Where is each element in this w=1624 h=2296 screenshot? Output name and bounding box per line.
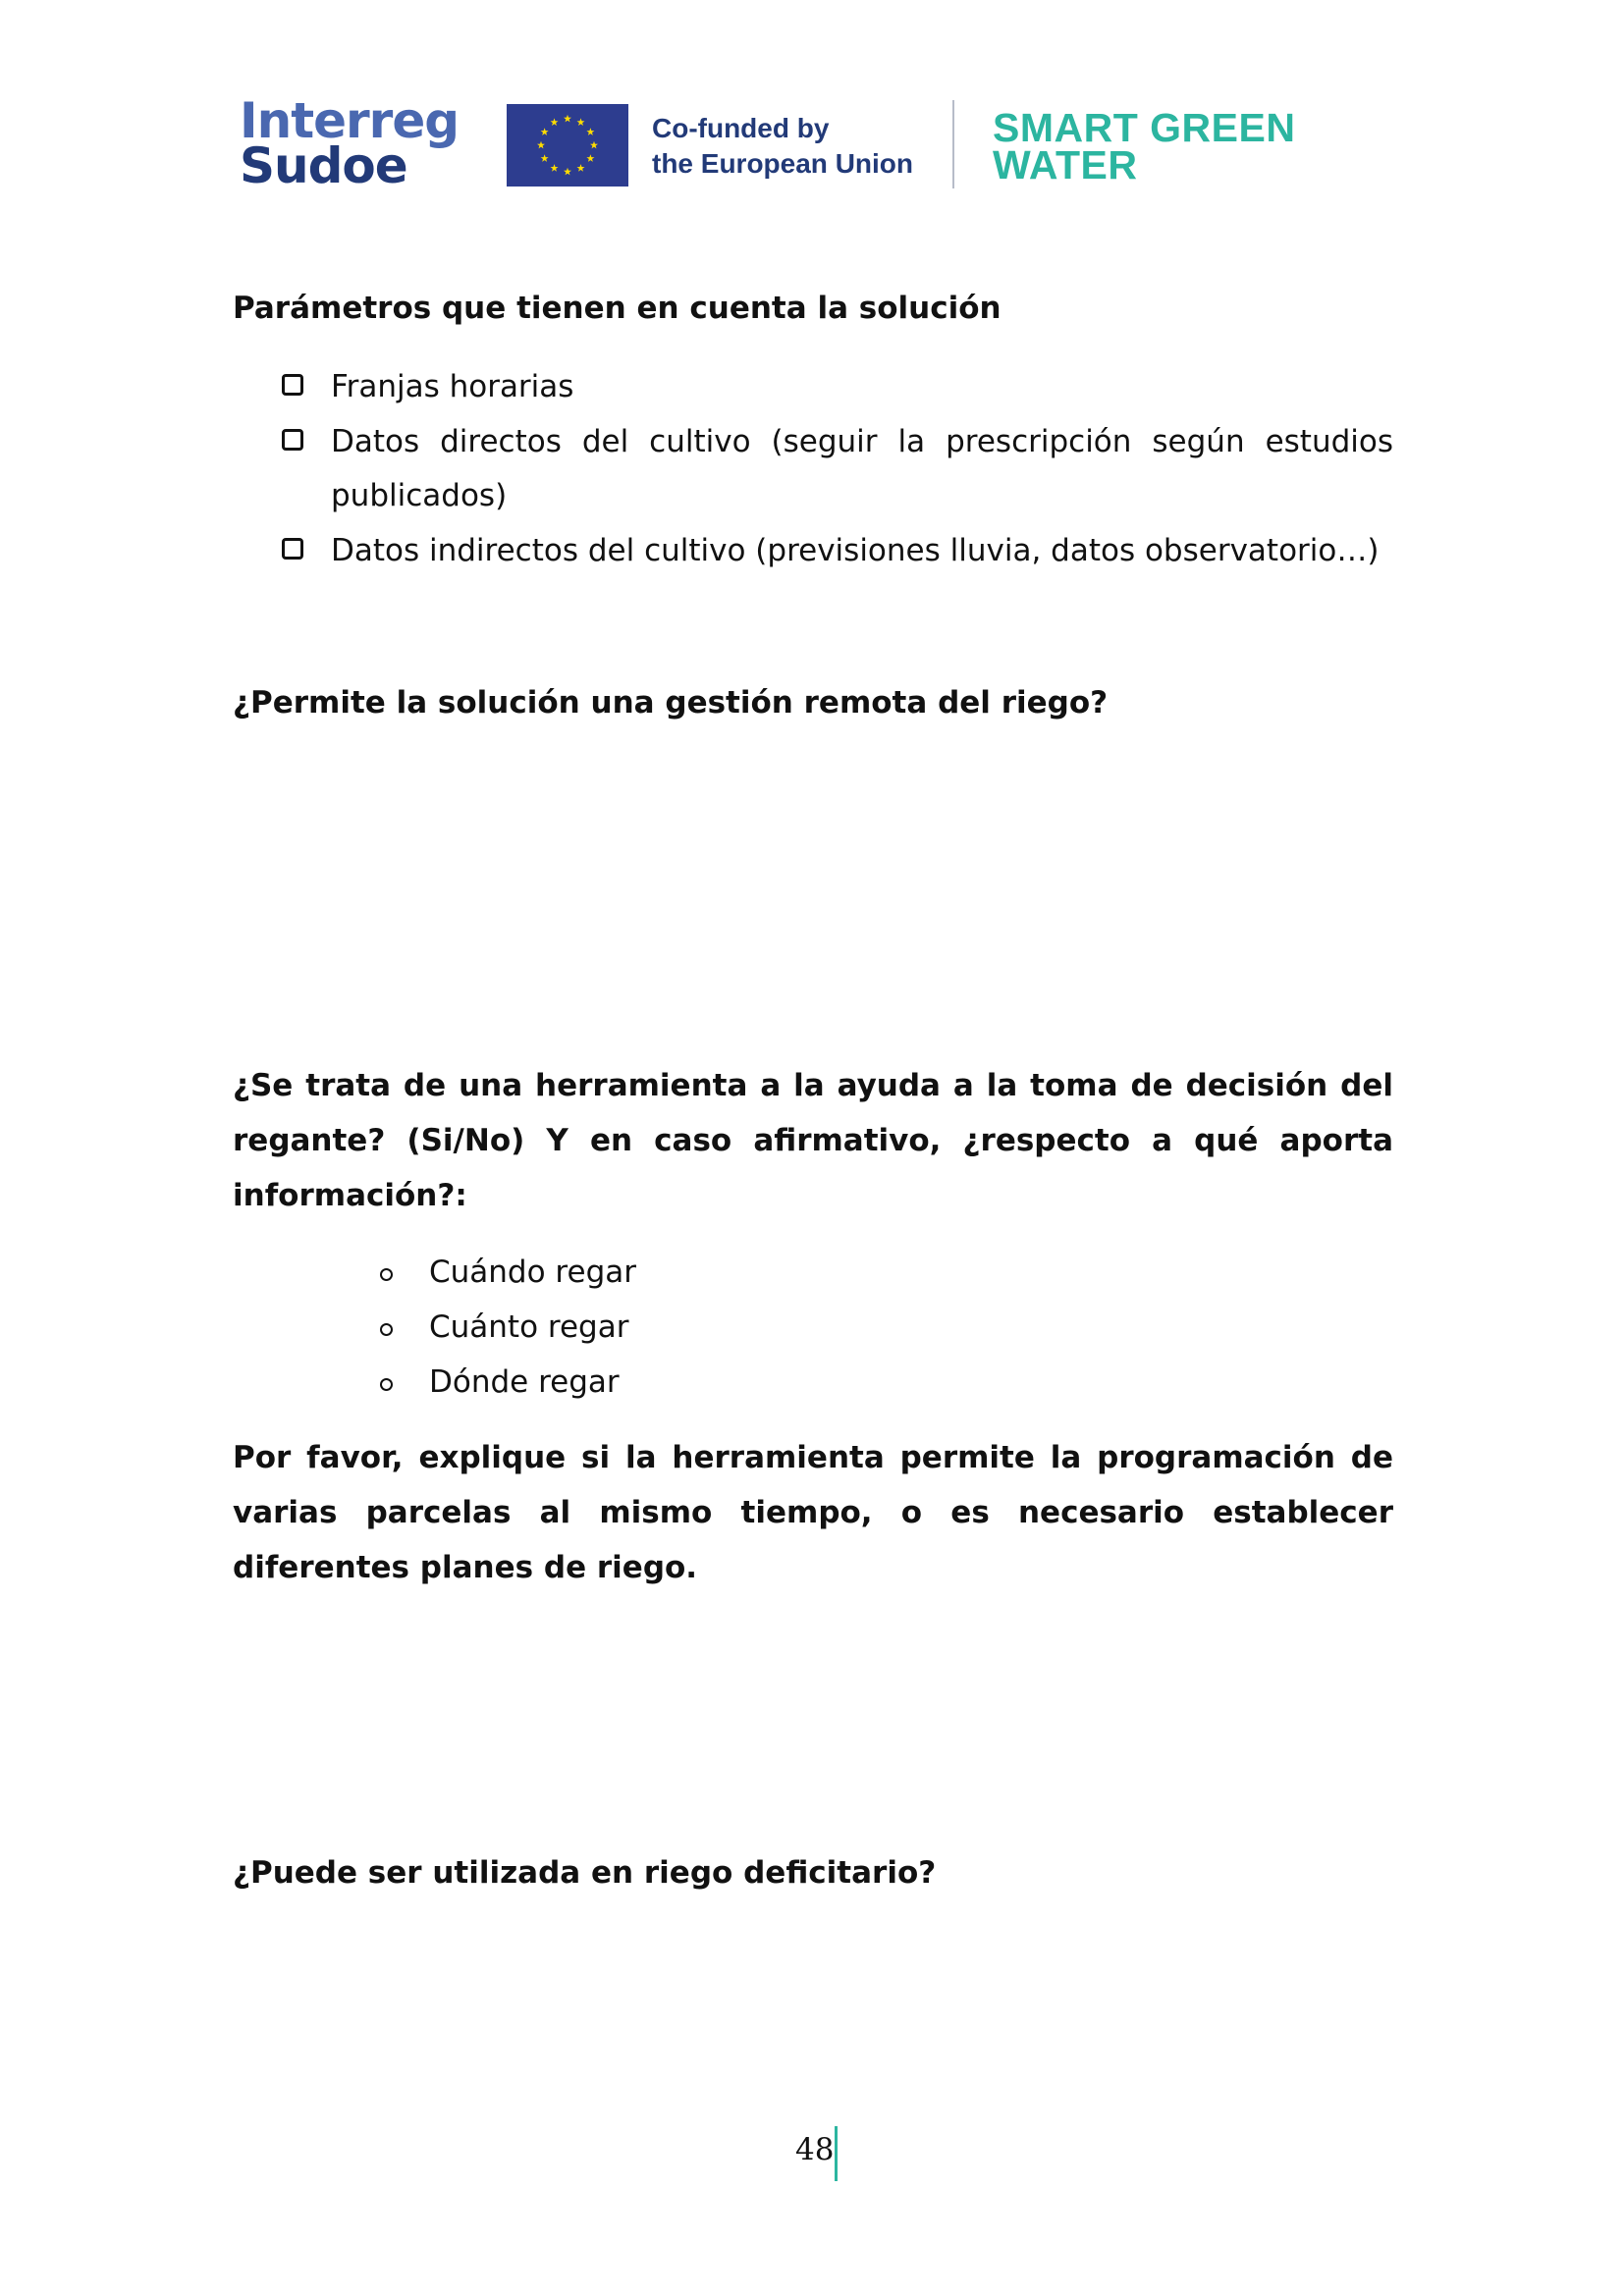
checklist-item-label: Franjas horarias <box>331 369 574 404</box>
list-item-label: Cuándo regar <box>429 1255 636 1290</box>
cofunded-text <box>652 111 913 182</box>
checklist-item <box>282 360 1393 414</box>
circle-bullet-icon <box>380 1323 393 1336</box>
list-item-label: Dónde regar <box>429 1364 620 1400</box>
checklist-item <box>282 415 1393 523</box>
riego-deficitario-heading: ¿Puede ser utilizada en riego deficitario? <box>233 1855 937 1891</box>
checkbox-icon[interactable] <box>282 429 303 451</box>
circle-bullet-icon <box>380 1268 393 1281</box>
list-item <box>380 1355 636 1410</box>
decision-options-list <box>380 1245 636 1410</box>
smart-green-water-logo <box>993 105 1296 187</box>
parametros-checklist <box>282 360 1393 579</box>
checkbox-icon[interactable] <box>282 538 303 560</box>
programacion-heading: Por favor, explique si la herramienta permite la programación de varias parcelas al mismo tiempo, o es necesario establecer diferentes planes de riego. <box>233 1440 1393 1585</box>
project-logo-line1: SMART GREEN <box>993 105 1296 150</box>
checkbox-icon[interactable] <box>282 374 303 396</box>
page-header <box>0 0 1624 196</box>
checklist-item-label: Datos indirectos del cultivo (previsiones lluvia, datos observatorio…) <box>331 533 1380 568</box>
circle-bullet-icon <box>380 1378 393 1391</box>
header-divider <box>952 100 954 188</box>
eu-stars-icon <box>507 104 628 187</box>
gestion-remota-heading: ¿Permite la solución una gestión remota del riego? <box>233 685 1109 721</box>
list-item <box>380 1245 636 1300</box>
herramienta-decision-heading: ¿Se trata de una herramienta a la ayuda a la toma de decisión del regante? (Si/No) Y en caso afirmativo, ¿respecto a qué aporta información?: <box>233 1068 1393 1213</box>
project-logo-line2: WATER <box>993 142 1138 187</box>
cofunded-line1: Co-funded by <box>652 113 830 143</box>
interreg-logo-line1: Interreg <box>240 92 460 149</box>
page-number-divider <box>835 2126 838 2181</box>
interreg-sudoe-logo <box>240 92 460 194</box>
interreg-logo-line2: Sudoe <box>240 137 407 194</box>
parametros-heading: Parámetros que tienen en cuenta la solución <box>233 291 1001 326</box>
eu-flag-icon <box>507 104 628 187</box>
list-item-label: Cuánto regar <box>429 1309 629 1345</box>
checklist-item-label: Datos directos del cultivo (seguir la prescripción según estudios publicados) <box>331 424 1393 513</box>
list-item <box>380 1300 636 1355</box>
checklist-item <box>282 524 1393 578</box>
cofunded-line2: the European Union <box>652 148 913 179</box>
page-number: 48 <box>795 2132 835 2167</box>
